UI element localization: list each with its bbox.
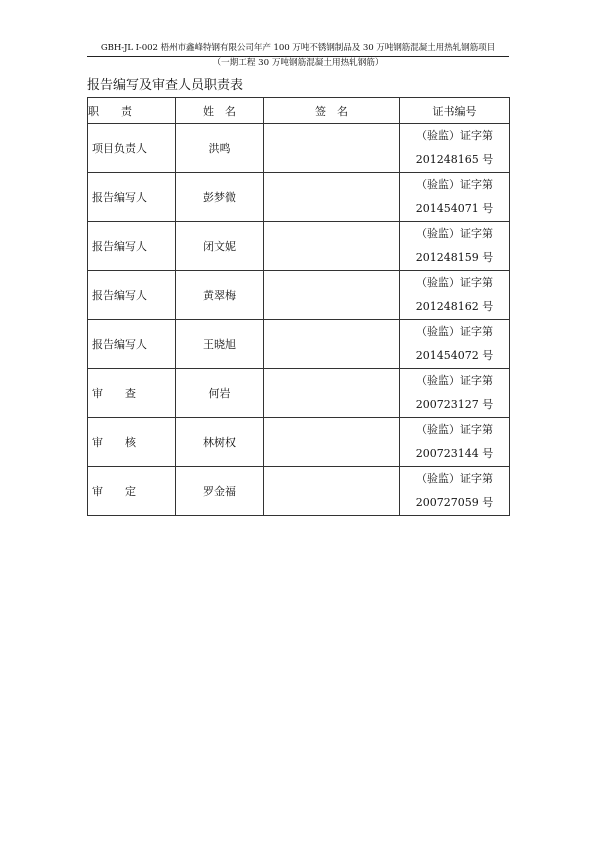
- name-cell: 林树权: [176, 418, 264, 467]
- document-title: 报告编写及审查人员职责表: [87, 78, 244, 93]
- signature-cell: [264, 222, 400, 271]
- certificate-cell: [400, 271, 510, 320]
- certificate-number: 201248159 号: [415, 251, 494, 264]
- certificate-number: 201248162 号: [415, 300, 494, 313]
- role-cell: 项目负责人: [88, 124, 176, 173]
- certificate-cell: [400, 124, 510, 173]
- signature-cell: [264, 418, 400, 467]
- role-cell: 报告编写人: [88, 173, 176, 222]
- certificate-number: 201248165 号: [415, 153, 494, 166]
- table-row: [88, 173, 510, 222]
- name-cell: 彭梦微: [176, 173, 264, 222]
- certificate-cell: [400, 369, 510, 418]
- role-cell: 报告编写人: [88, 320, 176, 369]
- certificate-prefix: （验监）证字第: [416, 276, 493, 289]
- table-row: [88, 467, 510, 516]
- header-subtitle-line: （一期工程 30 万吨钢筋混凝土用热轧钢筋）: [212, 58, 384, 68]
- certificate-number: 200727059 号: [415, 496, 494, 509]
- signature-cell: [264, 173, 400, 222]
- table-header-row: [88, 98, 510, 124]
- table-row: [88, 320, 510, 369]
- certificate-prefix: （验监）证字第: [416, 227, 493, 240]
- table-row: [88, 222, 510, 271]
- certificate-cell: [400, 173, 510, 222]
- certificate-prefix: （验监）证字第: [416, 178, 493, 191]
- certificate-number: 201454071 号: [415, 202, 494, 215]
- certificate-number: 201454072 号: [415, 349, 494, 362]
- name-cell: 黄翠梅: [176, 271, 264, 320]
- signature-cell: [264, 467, 400, 516]
- column-header-name: 姓 名: [176, 98, 264, 124]
- column-header-signature: 签 名: [264, 98, 400, 124]
- name-cell: 王晓旭: [176, 320, 264, 369]
- certificate-prefix: （验监）证字第: [416, 374, 493, 387]
- page-header: [87, 41, 509, 70]
- certificate-prefix: （验监）证字第: [416, 325, 493, 338]
- signature-cell: [264, 320, 400, 369]
- table-row: [88, 271, 510, 320]
- name-cell: 洪鸣: [176, 124, 264, 173]
- certificate-cell: [400, 320, 510, 369]
- role-cell: 审 定: [88, 467, 176, 516]
- personnel-duty-table: [87, 97, 510, 516]
- table-row: [88, 418, 510, 467]
- header-project-line: GBH-JL Ⅰ-002 梧州市鑫峰特钢有限公司年产 100 万吨不锈钢制品及 30 万吨钢筋混凝土用热轧钢筋项目: [87, 41, 509, 57]
- table-row: [88, 124, 510, 173]
- certificate-cell: [400, 467, 510, 516]
- certificate-prefix: （验监）证字第: [416, 129, 493, 142]
- role-cell: 审 查: [88, 369, 176, 418]
- certificate-cell: [400, 222, 510, 271]
- certificate-prefix: （验监）证字第: [416, 472, 493, 485]
- signature-cell: [264, 271, 400, 320]
- certificate-cell: [400, 418, 510, 467]
- signature-cell: [264, 124, 400, 173]
- column-header-certificate: 证书编号: [400, 98, 510, 124]
- name-cell: 何岩: [176, 369, 264, 418]
- certificate-number: 200723144 号: [415, 447, 494, 460]
- name-cell: 闭文妮: [176, 222, 264, 271]
- role-cell: 报告编写人: [88, 271, 176, 320]
- role-cell: 审 核: [88, 418, 176, 467]
- certificate-number: 200723127 号: [415, 398, 494, 411]
- name-cell: 罗金福: [176, 467, 264, 516]
- signature-cell: [264, 369, 400, 418]
- role-cell: 报告编写人: [88, 222, 176, 271]
- table-row: [88, 369, 510, 418]
- column-header-role: 职 责: [88, 98, 176, 124]
- certificate-prefix: （验监）证字第: [416, 423, 493, 436]
